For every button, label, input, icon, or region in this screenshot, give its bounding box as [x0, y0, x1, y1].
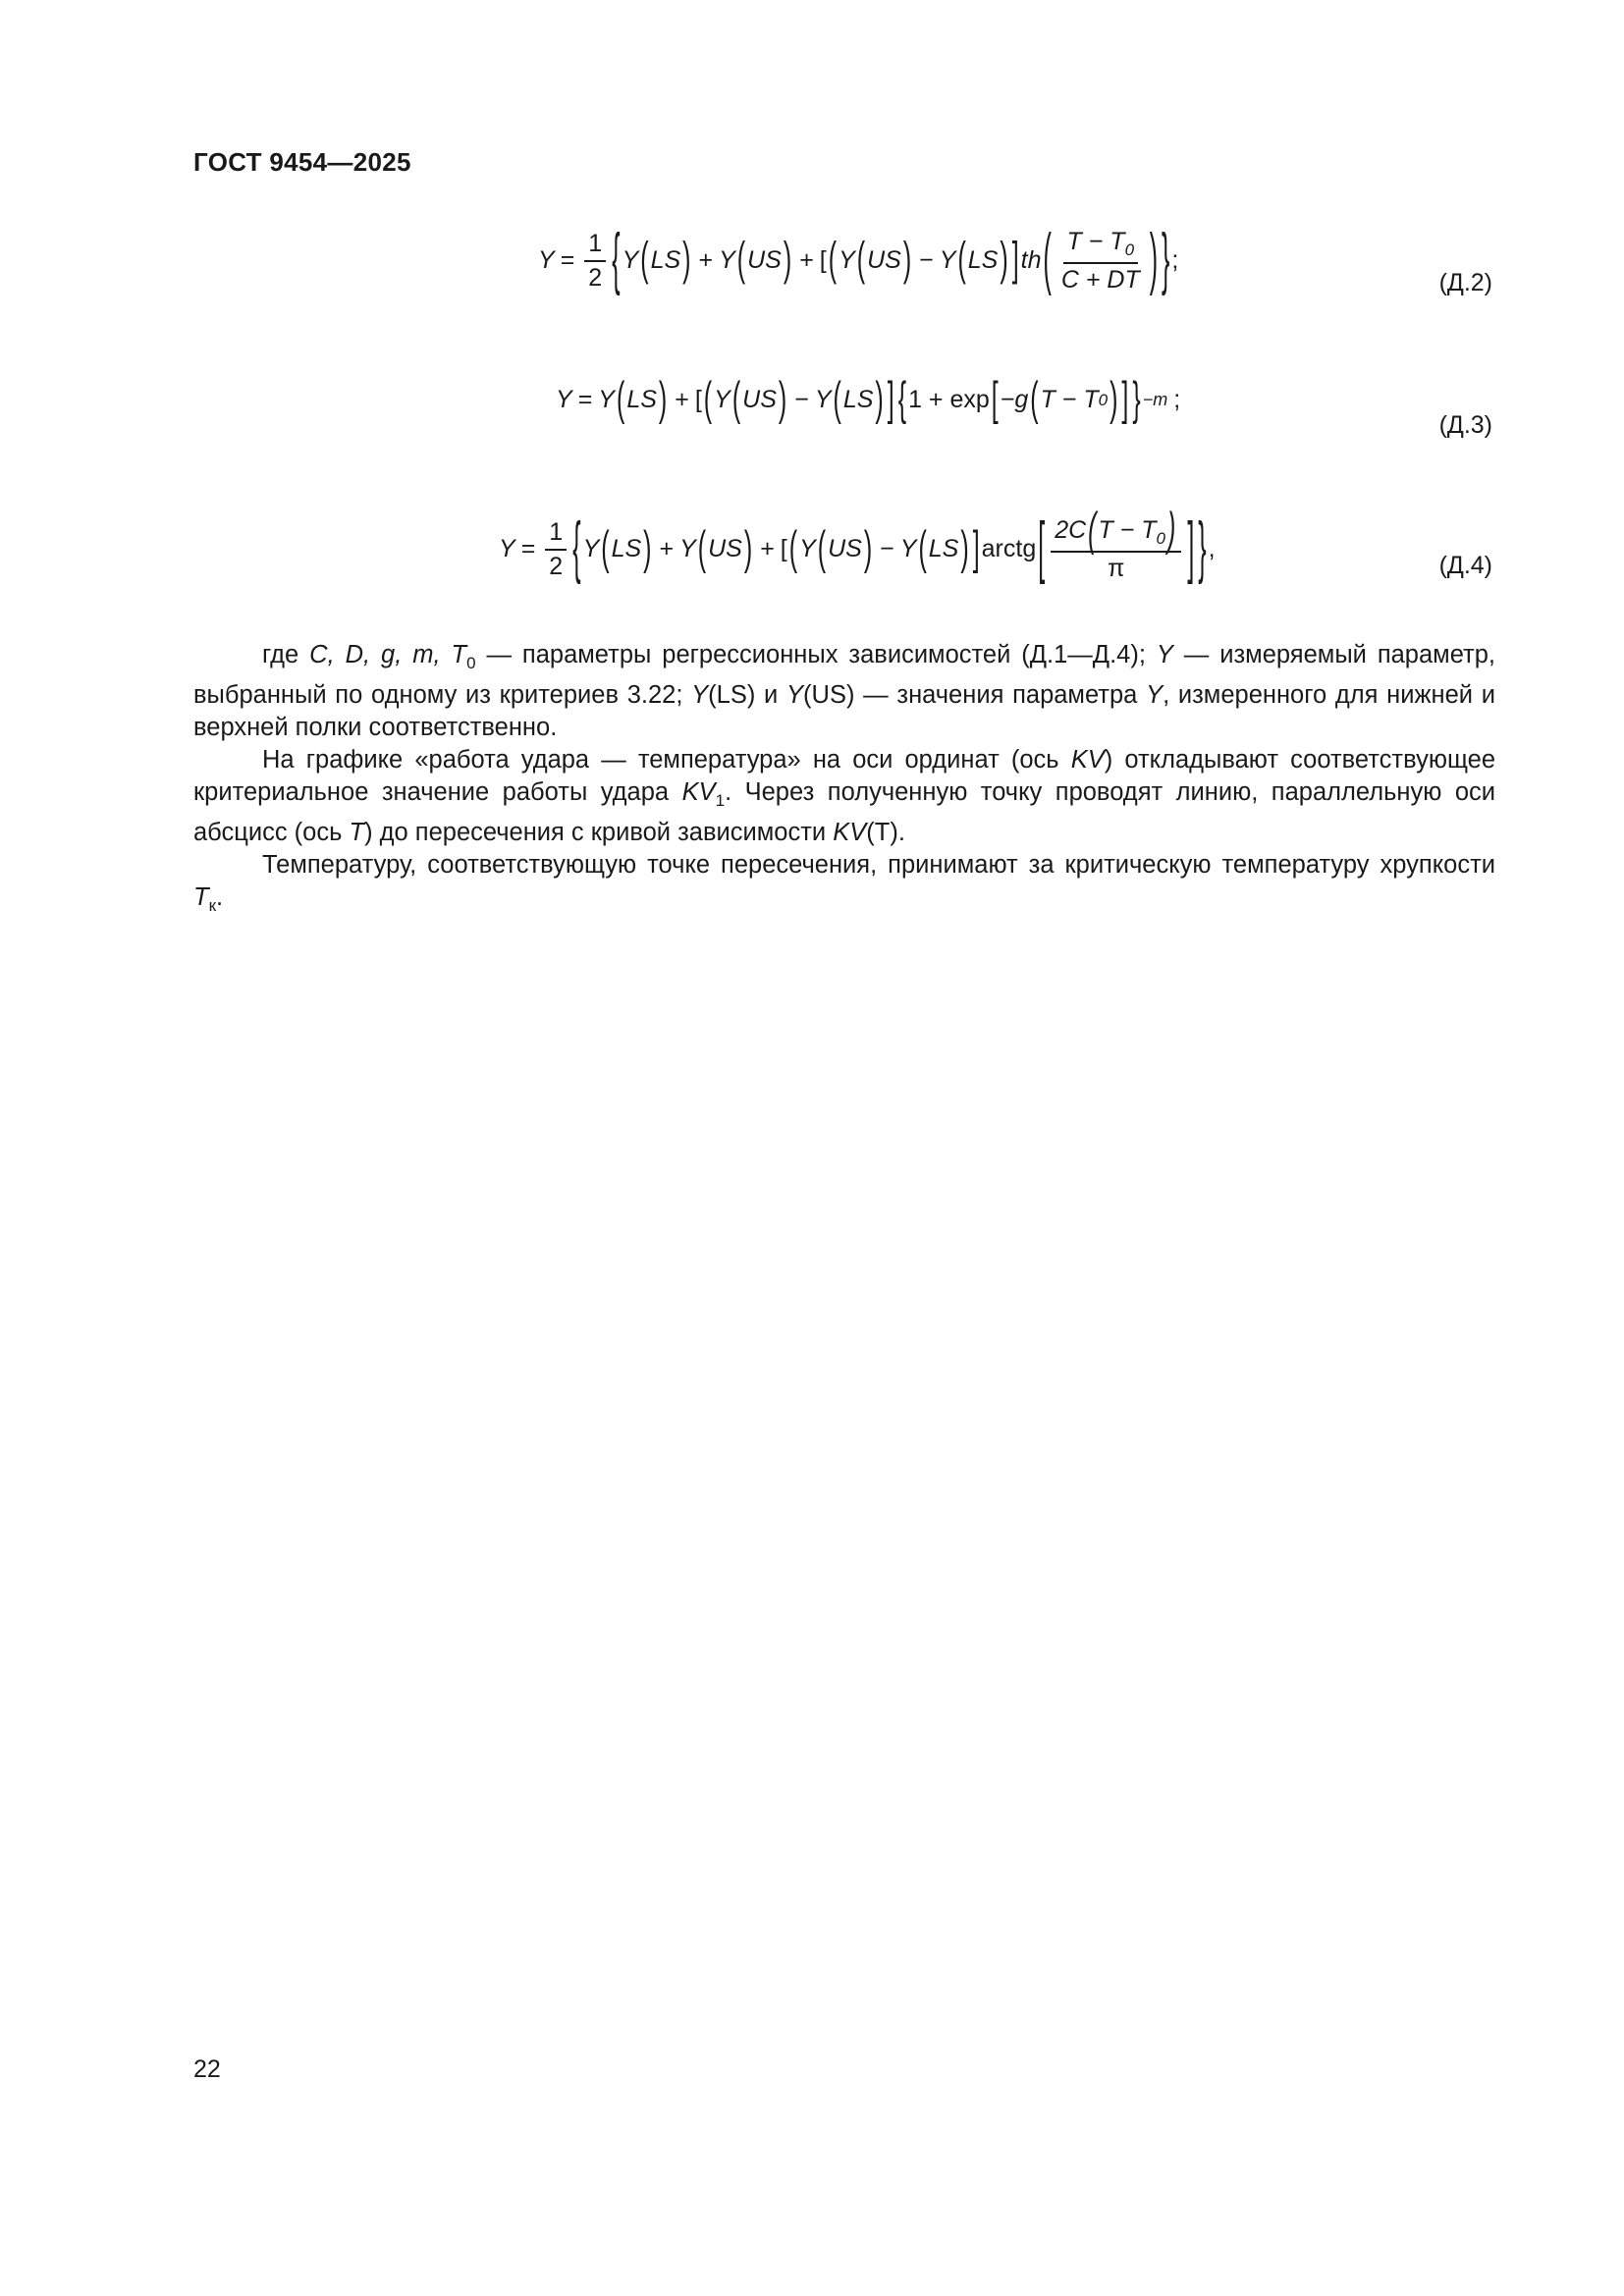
formula-d2-fraction: $\frac{T - T_0}{C + DT}$ — [1060, 228, 1140, 294]
formula-d4-fraction: $\frac{2C(T - T_0)}{\pi}$ — [1051, 516, 1181, 582]
formula-d2 — [0, 218, 1624, 306]
formula-d2-eq: = — [560, 246, 575, 275]
formula-d3-expression: Y = Y ( LS ) + [ ( Y ( US ) − Y ( LS ) ] { 1 + exp [ −g ( T − T 0 ) ] } −m ; — [556, 372, 1181, 426]
formula-d2-half: $\frac{1}{2}$ — [584, 230, 606, 293]
formula-d4-half: $\frac{1}{2}$ — [545, 518, 567, 581]
document-header: ГОСТ 9454—2025 — [193, 147, 411, 177]
body-text — [193, 639, 1495, 922]
paragraph-temperature: Температуру, соответствующую точке пересечения, принимают за критическую температуру хрупкости $T_к$. — [193, 851, 1495, 915]
paragraph-parameters: где C, D, g, m, $T_0$ — параметры регрессионных зависимостей (Д.1—Д.4); Y — измеряемый параметр, выбранный по одному из критериев 3.22; Y(LS) и Y(US) — значения параметра Y, измеренного для нижней и верхней полки соответственно. — [193, 641, 1495, 741]
formula-d4-number: (Д.4) — [1438, 552, 1492, 579]
formula-d4 — [0, 503, 1624, 601]
formula-d2-lhs: Y — [538, 246, 555, 275]
paragraph-graph: На графике «работа удара — температура» на оси ординат (ось KV) откладывают соответствующее критериальное значение работы удара $KV_1$. Через полученную точку проводят линию, параллельную оси абсцисс (ось T) до пересечения с кривой зависимости KV(T). — [193, 746, 1495, 846]
formula-d3-number: (Д.3) — [1438, 411, 1492, 439]
formula-d3 — [0, 372, 1624, 447]
page-number: 22 — [193, 2056, 221, 2083]
formula-d4-expression: Y = $\frac{1}{2}$ { Y ( LS ) + Y ( US ) + [ ( Y ( US ) − Y ( LS ) ] arctg [ $\frac{2C(T - T_0)}{\pi}$ ] } , — [499, 504, 1216, 587]
formula-d2-number: (Д.2) — [1438, 269, 1492, 296]
formula-d2-expression: Y = $\frac{1}{2}$ { Y ( LS ) + Y ( US ) + [ ( Y ( US ) − Y ( LS ) ] th ( $\frac{T - T_0}{C + DT}$ ) } ; — [538, 221, 1179, 298]
